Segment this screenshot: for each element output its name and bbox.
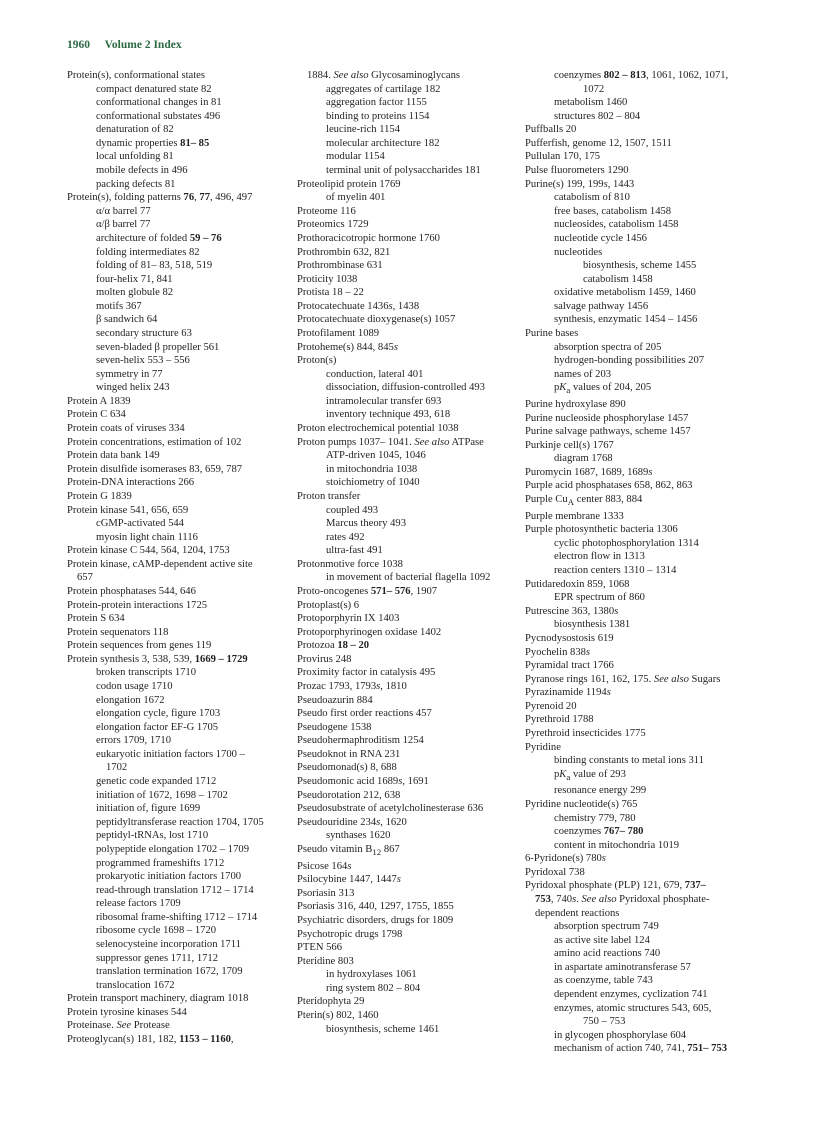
index-subentry: errors 1709, 1710 xyxy=(96,735,172,747)
index-heading: Pseudoknot in RNA 231 xyxy=(297,748,401,760)
index-heading: Purple membrane 1333 xyxy=(525,510,624,522)
index-subentry: molecular architecture 182 xyxy=(326,137,440,149)
index-subentry: dependent reactions xyxy=(535,907,620,919)
index-subentry: broken transcripts 1710 xyxy=(96,667,197,679)
index-subentry: metabolism 1460 xyxy=(554,97,628,109)
index-heading: Protein(s), folding patterns 76, 77, 496, 497 xyxy=(67,192,253,204)
index-heading: Purple $Cu_A$ center 883, 884 xyxy=(525,494,643,508)
index-subentry: selenocysteine incorporation 1711 xyxy=(96,939,241,950)
index-subentry: cyclic photophosphorylation 1314 xyxy=(554,537,699,549)
index-heading: Protein kinase, cAMP-dependent active site xyxy=(67,558,253,570)
index-heading: Protoporphyrin IX 1403 xyxy=(297,613,400,625)
index-subentry: $pK_a$ values of 204, 205 xyxy=(554,382,652,396)
index-subentry: peptidyltransferase reaction 1704, 1705 xyxy=(96,816,264,828)
index-subentry: folding of 81– 83, 518, 519 xyxy=(96,260,213,272)
index-subentry: release factors 1709 xyxy=(96,898,181,910)
index-heading: Proton pumps 1037– 1041. See also ATPase xyxy=(297,436,484,448)
index-subentry: ribosomal frame-shifting 1712 – 1714 xyxy=(96,911,258,923)
index-heading: Protofilament 1089 xyxy=(297,327,380,339)
index-heading: Protein synthesis 3, 538, 539, 1669 – 1729 xyxy=(67,653,248,665)
index-subentry: ribosome cycle 1698 – 1720 xyxy=(96,925,217,937)
index-heading: Prothrombinase 631 xyxy=(297,260,383,272)
index-subentry: elongation cycle, figure 1703 xyxy=(96,708,221,720)
index-subentry: ATP-driven 1045, 1046 xyxy=(326,450,426,462)
index-heading: Putrescine 363, 1380s xyxy=(525,605,619,617)
index-subentry: enzymes, atomic structures 543, 605, xyxy=(554,1002,712,1014)
index-subentry: free bases, catabolism 1458 xyxy=(554,205,672,217)
index-subentry: hydrogen-bonding possibilities 207 xyxy=(554,355,705,367)
index-heading: Pteridine 803 xyxy=(297,955,354,967)
index-heading: 6-Pyridone(s) 780s xyxy=(525,853,606,865)
index-subentry: in mitochondria 1038 xyxy=(326,463,418,475)
index-subentry: salvage pathway 1456 xyxy=(554,300,649,312)
index-subentry: coenzymes 802 – 813, 1061, 1062, 1071, xyxy=(554,70,729,81)
index-subentry: read-through translation 1712 – 1714 xyxy=(96,884,254,896)
index-heading: Protein A 1839 xyxy=(67,395,131,407)
index-subentry: in aspartate aminotransferase 57 xyxy=(554,961,691,973)
index-heading: Provirus 248 xyxy=(297,653,352,665)
index-heading: Purple acid phosphatases 658, 862, 863 xyxy=(525,480,693,492)
index-subentry: four-helix 71, 841 xyxy=(96,273,173,285)
index-subentry: seven-bladed β propeller 561 xyxy=(96,341,220,353)
index-heading: Pyrazinamide 1194s xyxy=(525,687,611,699)
index-subentry: catabolism of 810 xyxy=(554,192,630,204)
index-heading: Protein kinase 541, 656, 659 xyxy=(67,504,189,516)
index-heading: Proximity factor in catalysis 495 xyxy=(297,667,436,679)
index-heading: Psicose 164s xyxy=(297,860,352,872)
index-heading: Proton(s) xyxy=(297,355,337,367)
index-heading: Protein coats of viruses 334 xyxy=(67,423,185,435)
index-subentry: nucleotides xyxy=(554,246,603,258)
index-heading: Prozac 1793, 1793s, 1810 xyxy=(297,681,407,693)
index-subentry: local unfolding 81 xyxy=(96,151,174,163)
index-heading: Pseudorotation 212, 638 xyxy=(297,789,401,801)
index-subentry: amino acid reactions 740 xyxy=(554,948,661,960)
index-heading: Pyridine nucleotide(s) 765 xyxy=(525,798,638,810)
index-subentry: mechanism of action 740, 741, 751– 753 xyxy=(554,1043,728,1055)
index-subentry: 753, 740s. See also Pyridoxal phosphate- xyxy=(535,894,710,906)
index-subentry: ring system 802 – 804 xyxy=(326,982,421,994)
index-subentry: aggregates of cartilage 182 xyxy=(326,83,441,95)
index-subentry: architecture of folded 59 – 76 xyxy=(96,232,222,244)
index-heading: Protein transport machinery, diagram 1018 xyxy=(67,993,249,1005)
index-heading: Prothrombin 632, 821 xyxy=(297,246,391,258)
index-subentry: cGMP-activated 544 xyxy=(96,518,184,530)
index-heading: Putidaredoxin 859, 1068 xyxy=(525,578,630,590)
index-subentry: 750 – 753 xyxy=(583,1016,626,1028)
index-heading: Pterin(s) 802, 1460 xyxy=(297,1010,379,1021)
index-heading: Protozoa 18 – 20 xyxy=(297,640,370,652)
index-subentry: Marcus theory 493 xyxy=(326,518,407,530)
index-heading: Pyrethroid 1788 xyxy=(525,714,594,726)
index-subentry: in hydroxylases 1061 xyxy=(326,969,417,981)
index-heading: Proton transfer xyxy=(297,490,361,502)
index-heading: Protein(s), conformational states xyxy=(67,70,205,81)
index-subentry: myosin light chain 1116 xyxy=(96,531,198,543)
index-subentry: initiation of 1672, 1698 – 1702 xyxy=(96,789,228,801)
index-subentry: seven-helix 553 – 556 xyxy=(96,355,190,367)
index-heading: Pyridine xyxy=(525,741,561,753)
index-subentry: compact denatured state 82 xyxy=(96,83,212,95)
index-heading: Purine nucleoside phosphorylase 1457 xyxy=(525,412,689,424)
index-subentry: folding intermediates 82 xyxy=(96,246,200,258)
index-subentry: absorption spectra of 205 xyxy=(554,341,662,353)
index-subentry: 657 xyxy=(77,572,93,584)
index-subentry: binding to proteins 1154 xyxy=(326,110,430,122)
index-subentry: resonance energy 299 xyxy=(554,785,647,797)
index-heading: Protein concentrations, estimation of 102 xyxy=(67,436,242,448)
index-subentry: oxidative metabolism 1459, 1460 xyxy=(554,287,696,299)
index-heading: Protocatechuate dioxygenase(s) 1057 xyxy=(297,314,456,326)
index-heading: Prothoracicotropic hormone 1760 xyxy=(297,232,440,244)
index-subentry: reaction centers 1310 – 1314 xyxy=(554,565,677,577)
index-subentry: suppressor genes 1711, 1712 xyxy=(96,952,219,964)
index-heading: Protein-protein interactions 1725 xyxy=(67,599,208,611)
index-subentry: intramolecular transfer 693 xyxy=(326,395,442,407)
index-subentry: mobile defects in 496 xyxy=(96,165,188,177)
index-heading: Protein sequences from genes 119 xyxy=(67,640,212,652)
index-heading: Protein disulfide isomerases 83, 659, 787 xyxy=(67,463,243,475)
index-heading: Pyramidal tract 1766 xyxy=(525,660,614,672)
index-heading: Pyochelin 838s xyxy=(525,646,591,658)
index-subentry: synthases 1620 xyxy=(326,830,391,842)
index-subentry: EPR spectrum of 860 xyxy=(554,592,645,604)
index-heading: Proton electrochemical potential 1038 xyxy=(297,423,459,435)
index-heading: Puffballs 20 xyxy=(525,124,577,136)
index-column-1 xyxy=(67,69,299,1047)
index-subentry: β sandwich 64 xyxy=(96,314,158,326)
index-subentry: leucine-rich 1154 xyxy=(326,124,401,136)
index-heading: Psychiatric disorders, drugs for 1809 xyxy=(297,914,454,926)
index-heading: Protein G 1839 xyxy=(67,490,132,502)
index-heading: Pseudomonad(s) 8, 688 xyxy=(297,762,397,774)
index-heading: Protein kinase C 544, 564, 1204, 1753 xyxy=(67,545,230,557)
index-subentry: biosynthesis 1381 xyxy=(554,619,631,631)
index-heading: Pseudoazurin 884 xyxy=(297,694,373,706)
index-subentry: winged helix 243 xyxy=(96,382,170,394)
index-heading: Psychotropic drugs 1798 xyxy=(297,928,403,940)
index-heading: Pufferfish, genome 12, 1507, 1511 xyxy=(525,137,672,149)
index-subentry: binding constants to metal ions 311 xyxy=(554,755,704,767)
index-subentry: motifs 367 xyxy=(96,300,142,312)
index-subentry: dynamic properties 81– 85 xyxy=(96,137,210,149)
index-subentry: modular 1154 xyxy=(326,151,385,163)
index-subentry: in glycogen phosphorylase 604 xyxy=(554,1029,687,1041)
index-subentry: conformational substates 496 xyxy=(96,110,221,122)
index-heading: Pseudohermaphroditism 1254 xyxy=(297,735,424,747)
index-subentry: packing defects 81 xyxy=(96,178,176,190)
index-subentry: stoichiometry of 1040 xyxy=(326,477,420,489)
index-heading: Pseudosubstrate of acetylcholinesterase 636 xyxy=(297,803,484,815)
index-subentry: eukaryotic initiation factors 1700 – xyxy=(96,748,245,760)
index-subentry: conformational changes in 81 xyxy=(96,97,222,109)
running-header xyxy=(67,39,182,51)
index-subentry: content in mitochondria 1019 xyxy=(554,839,680,851)
index-heading: Psoriasin 313 xyxy=(297,887,355,899)
index-heading: Pseudomonic acid 1689s, 1691 xyxy=(297,776,429,788)
index-subentry: catabolism 1458 xyxy=(583,273,653,285)
header-title: Volume 2 Index xyxy=(104,39,182,51)
index-heading: Purine hydroxylase 890 xyxy=(525,398,626,410)
index-subentry: conduction, lateral 401 xyxy=(326,368,424,380)
index-subentry: ultra-fast 491 xyxy=(326,545,383,557)
index-subentry: in movement of bacterial flagella 1092 xyxy=(326,572,491,584)
index-subentry: α/α barrel 77 xyxy=(96,205,151,217)
index-subentry: biosynthesis, scheme 1455 xyxy=(583,260,697,272)
index-heading: Pyrenoid 20 xyxy=(525,700,577,712)
index-heading: Pycnodysostosis 619 xyxy=(525,632,614,644)
index-heading: Proteolipid protein 1769 xyxy=(297,178,401,190)
index-subentry: coenzymes 767– 780 xyxy=(554,826,644,838)
index-subentry: dependent enzymes, cyclization 741 xyxy=(554,989,708,1001)
index-heading: Pteridophyta 29 xyxy=(297,996,365,1008)
index-heading: Pseudo vitamin $B_{12}$ 867 xyxy=(297,843,400,858)
index-subentry: genetic code expanded 1712 xyxy=(96,776,217,788)
index-heading: Pyranose rings 161, 162, 175. See also Sugars xyxy=(525,673,721,685)
index-subentry: 1702 xyxy=(106,762,128,774)
index-subentry: coupled 493 xyxy=(326,504,379,516)
index-heading: PTEN 566 xyxy=(297,942,343,954)
index-subentry: absorption spectrum 749 xyxy=(554,921,659,933)
index-subentry: dissociation, diffusion-controlled 493 xyxy=(326,382,485,394)
index-subentry: translocation 1672 xyxy=(96,979,175,991)
page-number: 1960 xyxy=(67,39,90,51)
index-subentry: inventory technique 493, 618 xyxy=(326,409,451,421)
index-heading: Protein tyrosine kinases 544 xyxy=(67,1006,187,1018)
index-subentry: translation termination 1672, 1709 xyxy=(96,966,243,978)
index-heading: Purple photosynthetic bacteria 1306 xyxy=(525,524,678,536)
index-subentry: of myelin 401 xyxy=(326,192,386,204)
index-subentry: 1072 xyxy=(583,83,605,95)
index-subentry: prokaryotic initiation factors 1700 xyxy=(96,871,242,883)
index-heading: Proteome 116 xyxy=(297,205,356,217)
index-subentry: 1884. See also Glycosaminoglycans xyxy=(307,70,461,81)
index-subentry: nucleosides, catabolism 1458 xyxy=(554,219,679,231)
index-subentry: nucleotide cycle 1456 xyxy=(554,232,647,244)
index-heading: Purine bases xyxy=(525,327,579,339)
index-subentry: names of 203 xyxy=(554,368,612,380)
index-subentry: programmed frameshifts 1712 xyxy=(96,857,225,869)
index-heading: Purkinje cell(s) 1767 xyxy=(525,439,614,451)
index-heading: Protoheme(s) 844, 845s xyxy=(297,341,398,353)
index-heading: Proteinase. See Protease xyxy=(67,1020,170,1032)
index-subentry: initiation of, figure 1699 xyxy=(96,803,201,815)
index-subentry: as coenzyme, table 743 xyxy=(554,975,653,987)
index-subentry: elongation 1672 xyxy=(96,694,165,706)
index-heading: Pseudo first order reactions 457 xyxy=(297,708,432,720)
index-subentry: molten globule 82 xyxy=(96,287,174,299)
index-heading: Protein data bank 149 xyxy=(67,450,160,462)
index-heading: Pseudouridine 234s, 1620 xyxy=(297,816,407,828)
index-heading: Protoporphyrinogen oxidase 1402 xyxy=(297,626,442,638)
index-heading: Proteoglycan(s) 181, 182, 1153 – 1160, xyxy=(67,1034,234,1046)
index-heading: Proticity 1038 xyxy=(297,273,358,285)
index-heading: Protein-DNA interactions 266 xyxy=(67,477,195,489)
index-subentry: biosynthesis, scheme 1461 xyxy=(326,1023,440,1035)
index-subentry: terminal unit of polysaccharides 181 xyxy=(326,165,481,177)
index-subentry: as active site label 124 xyxy=(554,934,650,946)
index-heading: Purine salvage pathways, scheme 1457 xyxy=(525,426,691,438)
index-heading: Pyridoxal 738 xyxy=(525,866,585,878)
index-column-3 xyxy=(525,69,765,1056)
index-subentry: symmetry in 77 xyxy=(96,368,163,380)
index-heading: Protoplast(s) 6 xyxy=(297,599,360,611)
index-heading: Protocatechuate 1436s, 1438 xyxy=(297,300,420,312)
index-subentry: diagram 1768 xyxy=(554,453,613,465)
index-subentry: peptidyl-tRNAs, lost 1710 xyxy=(96,830,209,842)
index-heading: Protein phosphatases 544, 646 xyxy=(67,585,196,597)
index-heading: Pulse fluorometers 1290 xyxy=(525,165,629,177)
index-heading: Puromycin 1687, 1689, 1689s xyxy=(525,466,653,478)
index-heading: Purine(s) 199, 199s, 1443 xyxy=(525,178,635,190)
index-heading: Pyrethroid insecticides 1775 xyxy=(525,727,646,739)
index-heading: Pseudogene 1538 xyxy=(297,721,372,733)
index-subentry: electron flow in 1313 xyxy=(554,551,645,563)
index-heading: Psilocybine 1447, 1447s xyxy=(297,874,401,886)
index-heading: Pyridoxal phosphate (PLP) 121, 679, 737– xyxy=(525,880,706,892)
index-subentry: aggregation factor 1155 xyxy=(326,97,427,109)
index-subentry: structures 802 – 804 xyxy=(554,110,641,122)
index-subentry: rates 492 xyxy=(326,531,365,543)
index-subentry: chemistry 779, 780 xyxy=(554,812,636,824)
index-subentry: denaturation of 82 xyxy=(96,124,174,136)
index-subentry: secondary structure 63 xyxy=(96,327,192,339)
index-column-2 xyxy=(297,69,529,1036)
index-heading: Protein sequenators 118 xyxy=(67,626,169,638)
index-subentry: codon usage 1710 xyxy=(96,681,173,693)
index-subentry: synthesis, enzymatic 1454 – 1456 xyxy=(554,314,698,326)
index-heading: Proteomics 1729 xyxy=(297,219,369,231)
index-subentry: $pK_a$ value of 293 xyxy=(554,768,626,782)
index-subentry: elongation factor EF-G 1705 xyxy=(96,721,219,733)
index-subentry: α/β barrel 77 xyxy=(96,219,151,231)
index-heading: Pullulan 170, 175 xyxy=(525,151,601,163)
index-heading: Protonmotive force 1038 xyxy=(297,558,403,570)
index-heading: Protein S 634 xyxy=(67,613,125,625)
index-heading: Psoriasis 316, 440, 1297, 1755, 1855 xyxy=(297,901,454,913)
index-heading: Protein C 634 xyxy=(67,409,126,421)
index-subentry: polypeptide elongation 1702 – 1709 xyxy=(96,843,249,855)
index-heading: Proto-oncogenes 571– 576, 1907 xyxy=(297,585,438,597)
index-heading: Protista 18 – 22 xyxy=(297,287,364,299)
